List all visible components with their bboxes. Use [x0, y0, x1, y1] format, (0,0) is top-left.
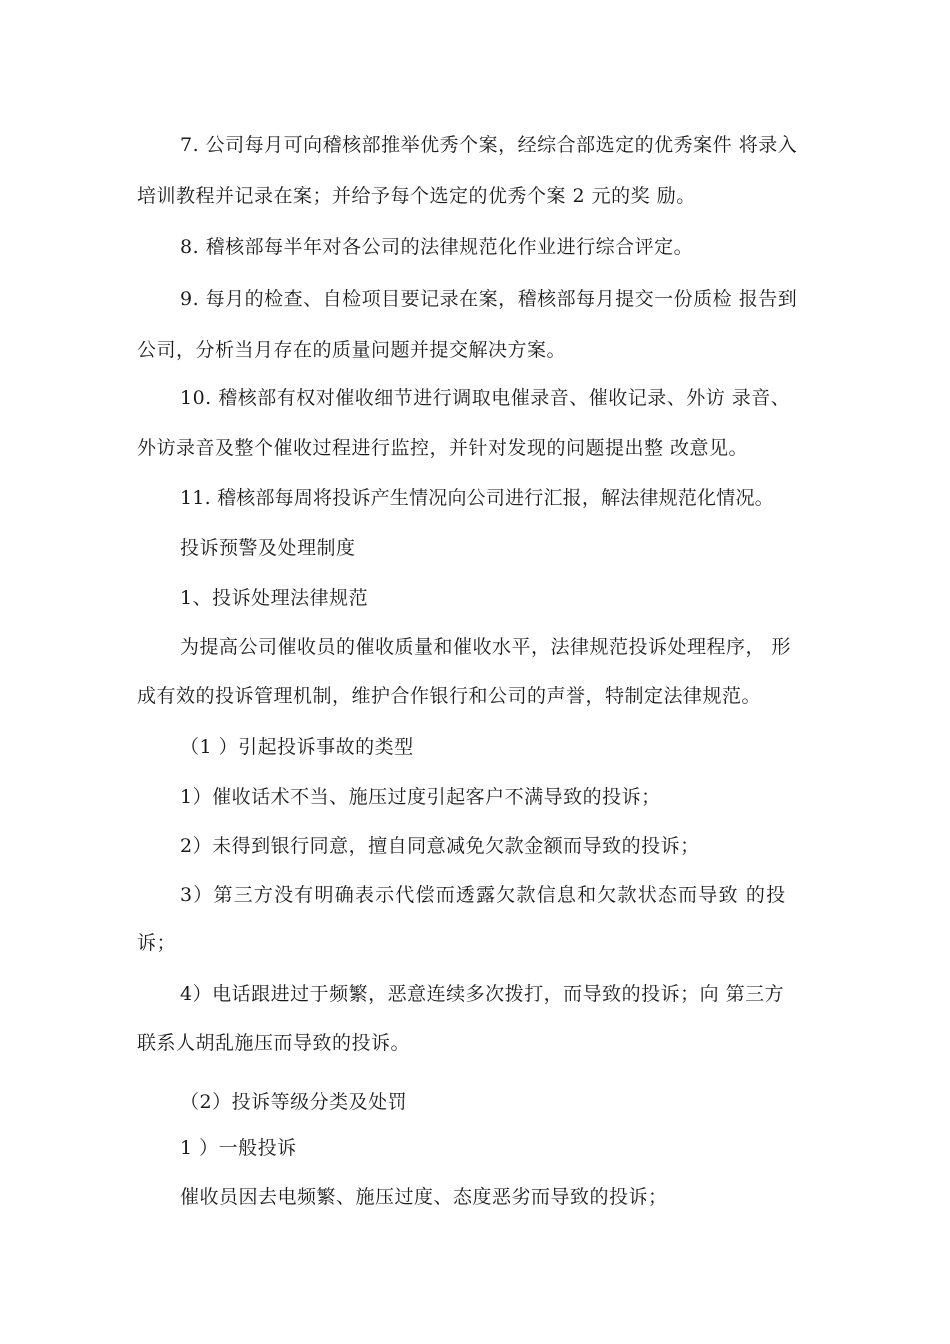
paragraph-10-line-1: 10. 稽核部有权对催收细节进行调取电催录音、催收记录、外访 录音、 [180, 387, 791, 409]
subsection-heading-1: 1、投诉处理法律规范 [180, 587, 369, 609]
paragraph-10-line-2: 外访录音及整个催收过程进行监控，并针对发现的问题提出整 改意见。 [137, 437, 749, 459]
sub-item-text-1: 催收员因去电频繁、施压过度、态度恶劣而导致的投诉； [180, 1186, 668, 1208]
paragraph-7-line-2: 培训教程并记录在案；并给予每个选定的优秀个案 2 元的奖 励。 [137, 185, 696, 207]
list-item-4-line-2: 联系人胡乱施压而导致的投诉。 [137, 1032, 411, 1054]
paragraph-7-line-1: 7. 公司每月可向稽核部推举优秀个案，经综合部选定的优秀案件 将录入 [180, 134, 798, 156]
intro-paragraph-line-1: 为提高公司催收员的催收质量和催收水平，法律规范投诉处理程序， 形 [180, 636, 792, 658]
list-item-2: 2）未得到银行同意，擅自同意减免欠款金额而导致的投诉； [180, 835, 700, 857]
list-item-3-line-2: 诉； [137, 932, 177, 954]
paragraph-9-line-2: 公司，分析当月存在的质量问题并提交解决方案。 [137, 339, 567, 361]
item-heading-1: （1 ）引起投诉事故的类型 [180, 736, 414, 758]
intro-paragraph-line-2: 成有效的投诉管理机制，维护合作银行和公司的声誉，特制定法律规范。 [137, 685, 762, 707]
paragraph-11: 11. 稽核部每周将投诉产生情况向公司进行汇报，解法律规范化情况。 [180, 487, 774, 509]
section-heading: 投诉预警及处理制度 [180, 537, 356, 559]
paragraph-8: 8. 稽核部每半年对各公司的法律规范化作业进行综合评定。 [180, 236, 694, 258]
paragraph-9-line-1: 9. 每月的检查、自检项目要记录在案，稽核部每月提交一份质检 报告到 [180, 288, 798, 310]
list-item-3-line-1: 3）第三方没有明确表示代偿而透露欠款信息和欠款状态而导致 的投 [180, 884, 787, 906]
list-item-1: 1）催收话术不当、施压过度引起客户不满导致的投诉； [180, 786, 661, 808]
list-item-4-line-1: 4）电话跟进过于频繁，恶意连续多次拨打，而导致的投诉；向 第三方 [180, 983, 785, 1005]
item-heading-2: （2）投诉等级分类及处罚 [180, 1091, 408, 1113]
sub-item-heading-1: 1 ）一般投诉 [180, 1137, 297, 1159]
